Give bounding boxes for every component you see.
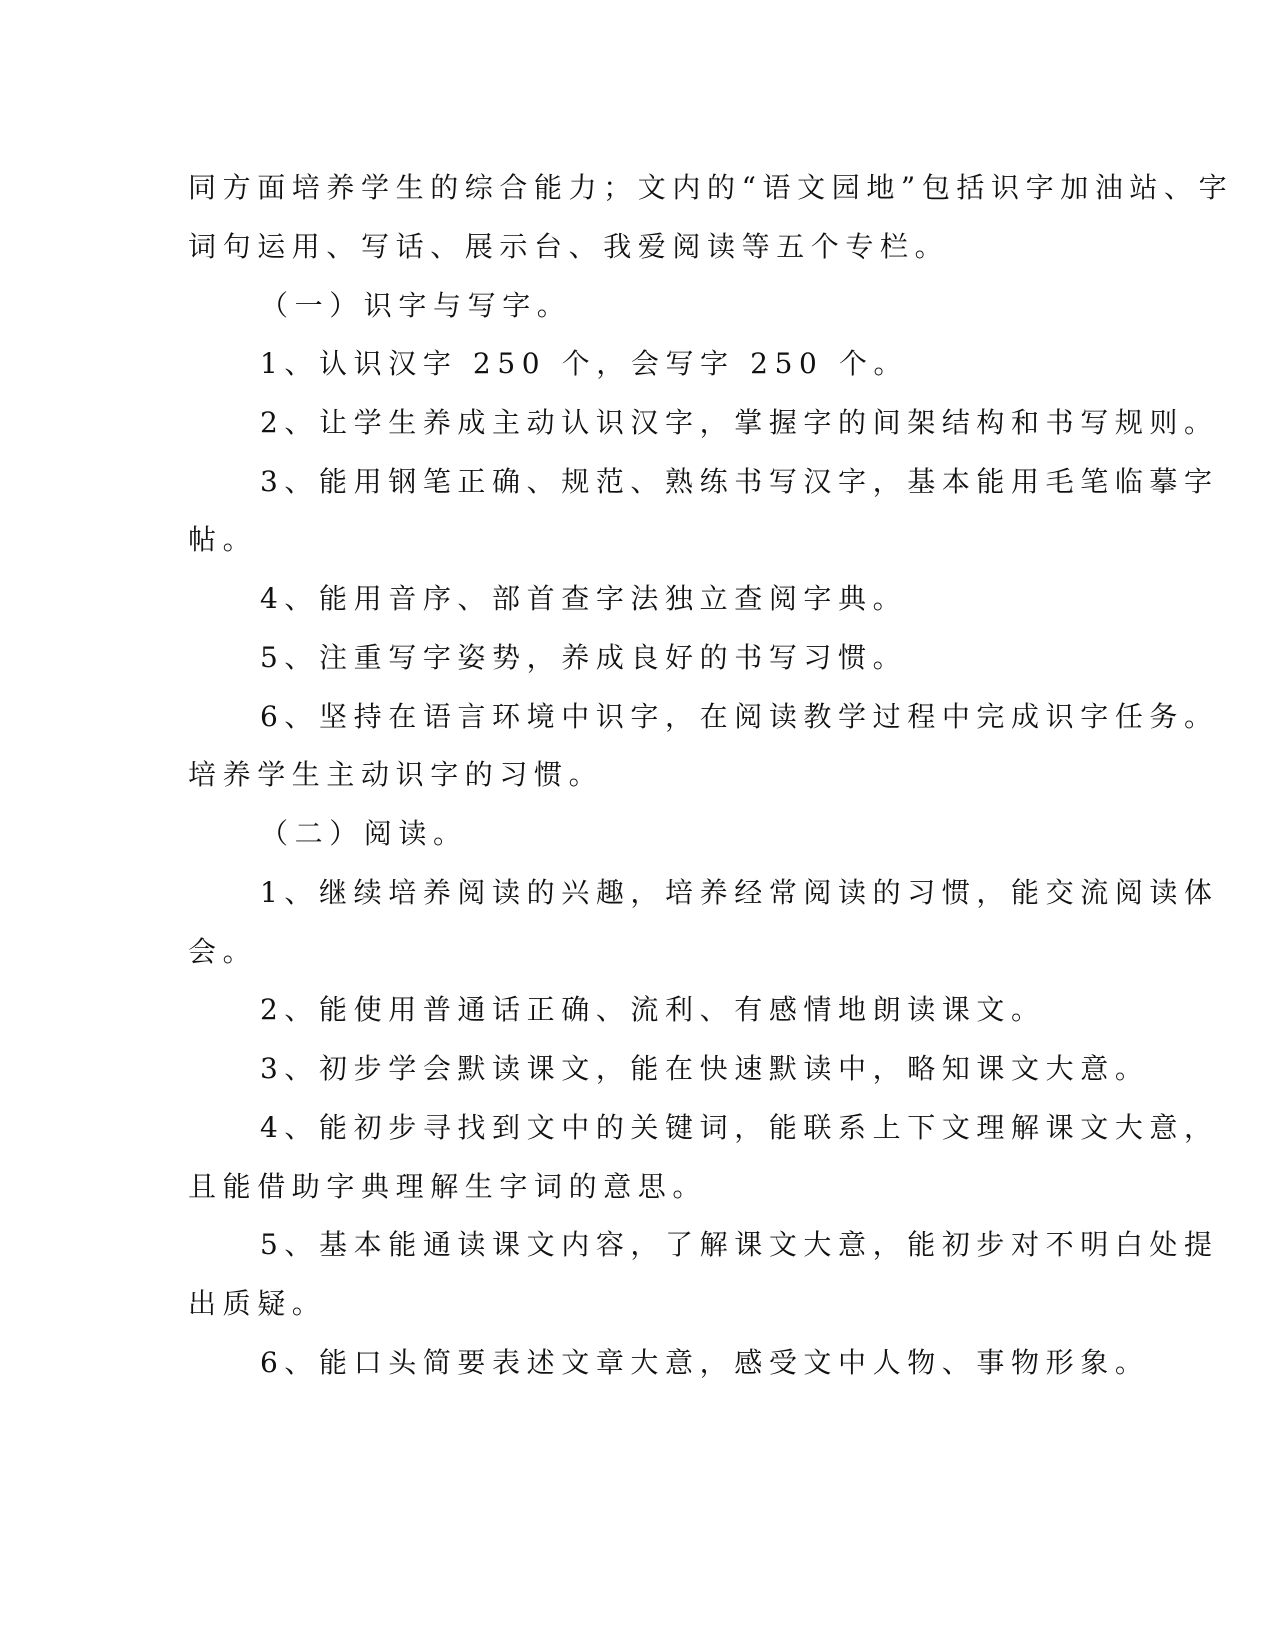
- text-line: 同方面培养学生的综合能力；文内的“语文园地”包括识字加油站、字: [188, 171, 1234, 204]
- list-item: 2、让学生养成主动认识汉字，掌握字的间架结构和书写规则。: [260, 406, 1219, 439]
- list-item: 3、能用钢笔正确、规范、熟练书写汉字，基本能用毛笔临摹字: [260, 465, 1219, 498]
- section-heading: （一）识字与写字。: [260, 289, 572, 322]
- list-item: 3、初步学会默读课文，能在快速默读中，略知课文大意。: [260, 1052, 1150, 1085]
- list-item: 5、注重写字姿势，养成良好的书写习惯。: [260, 641, 908, 674]
- text-line: 且能借助字典理解生字词的意思。: [188, 1170, 708, 1203]
- text-line: 帖。: [188, 523, 258, 556]
- list-item: 2、能使用普通话正确、流利、有感情地朗读课文。: [260, 993, 1046, 1026]
- list-item: 1、继续培养阅读的兴趣，培养经常阅读的习惯，能交流阅读体: [260, 876, 1219, 909]
- text-line: 出质疑。: [188, 1287, 327, 1320]
- list-item: 6、坚持在语言环境中识字，在阅读教学过程中完成识字任务。: [260, 700, 1219, 733]
- list-item: 4、能用音序、部首查字法独立查阅字典。: [260, 582, 908, 615]
- section-heading: （二）阅读。: [260, 817, 468, 850]
- list-item: 4、能初步寻找到文中的关键词，能联系上下文理解课文大意，: [260, 1111, 1219, 1144]
- list-item: 5、基本能通读课文内容，了解课文大意，能初步对不明白处提: [260, 1228, 1219, 1261]
- text-line: 会。: [188, 935, 258, 968]
- text-line: 词句运用、写话、展示台、我爱阅读等五个专栏。: [188, 230, 950, 263]
- text-line: 培养学生主动识字的习惯。: [188, 758, 604, 791]
- list-item: 1、认识汉字 250 个，会写字 250 个。: [260, 347, 909, 380]
- list-item: 6、能口头简要表述文章大意，感受文中人物、事物形象。: [260, 1346, 1150, 1379]
